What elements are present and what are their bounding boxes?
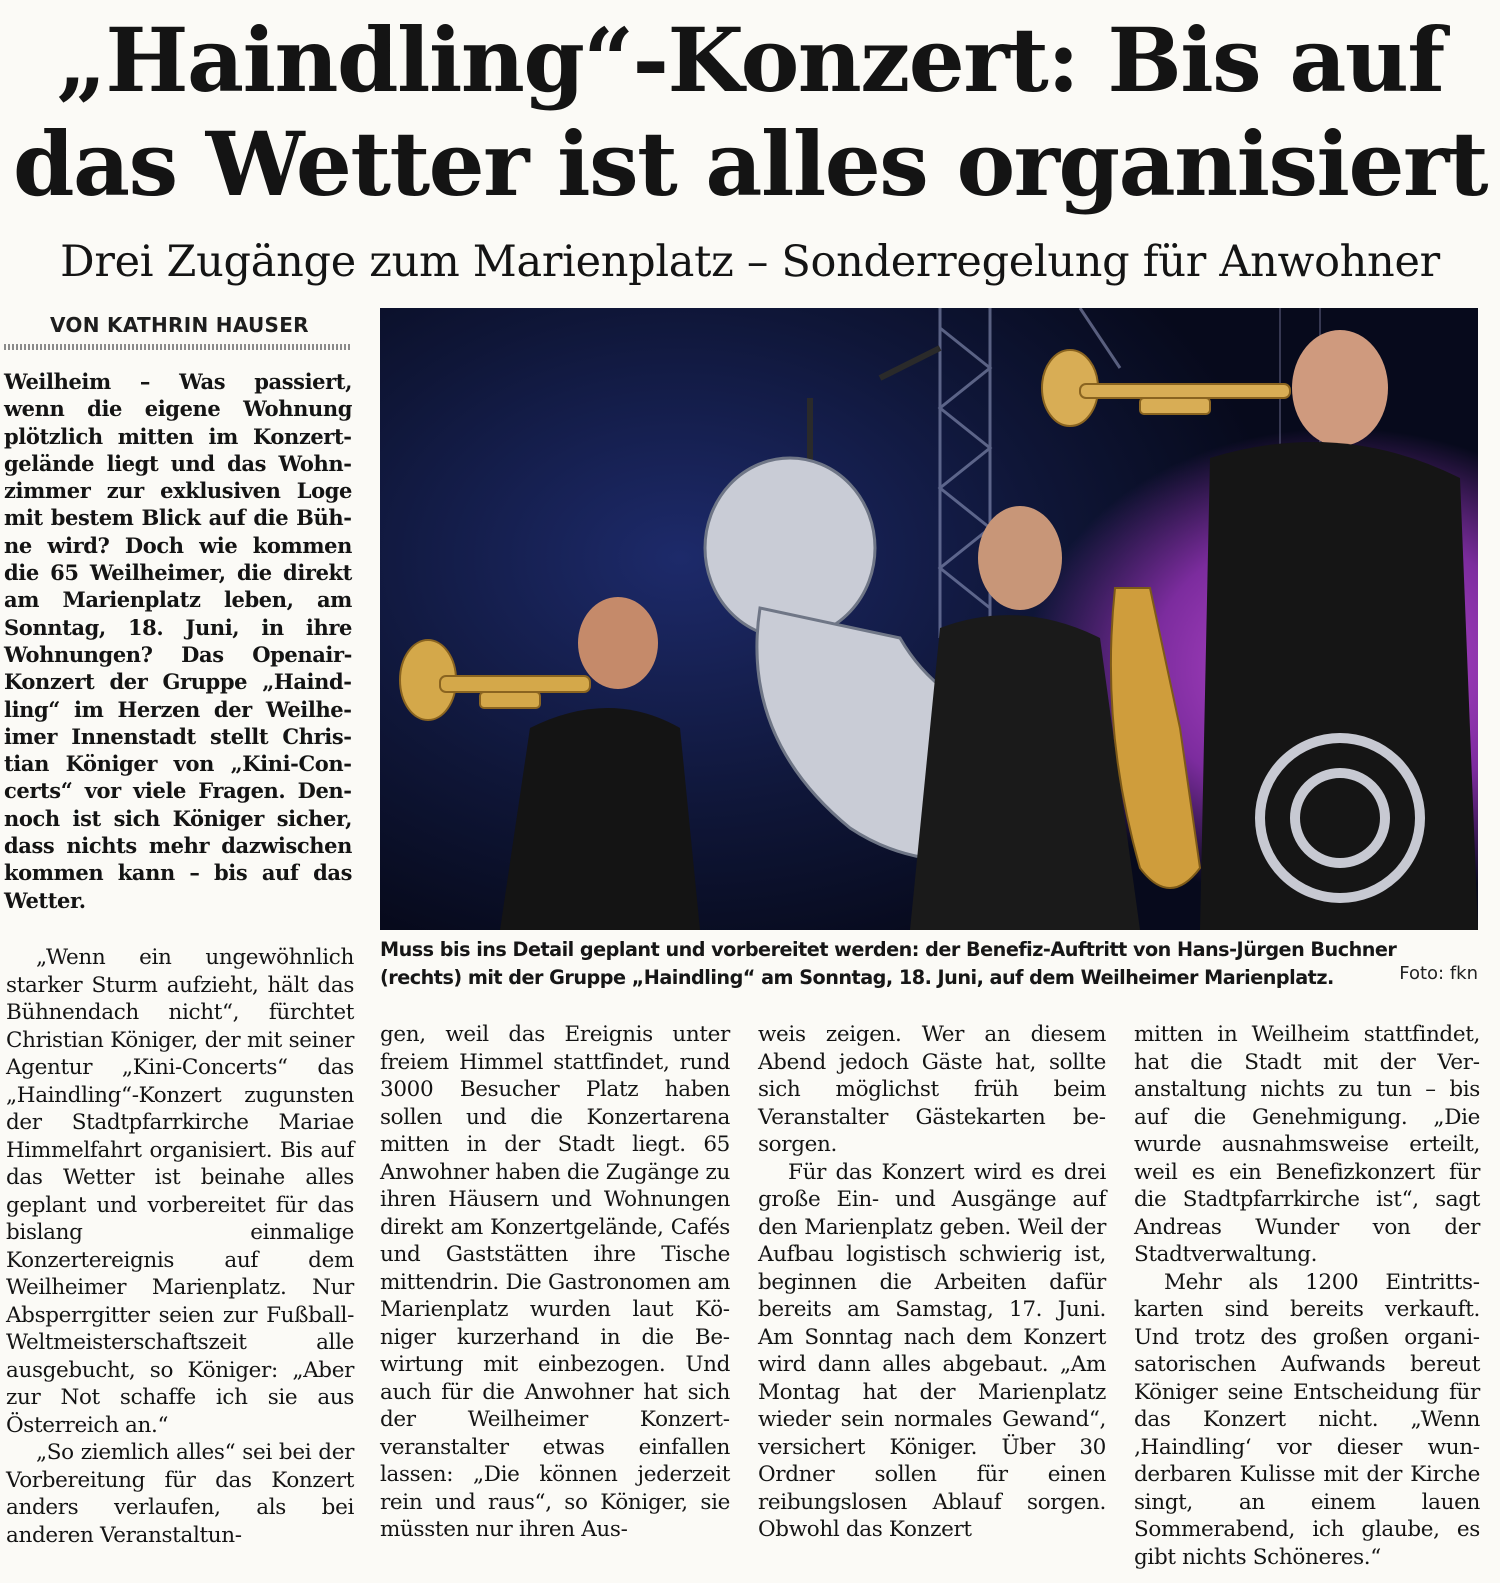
subheadline: Drei Zugänge zum Marienplatz – Sonderregelung für Anwohner xyxy=(60,237,1440,287)
photo-credit: Foto: fkn xyxy=(1399,963,1478,984)
column-paragraph: weis zeigen. Wer an diesem Abend jedoch Gäste hat, sollte sich möglichst früh beim Veranstalter Gästekarten besorgen. xyxy=(758,1022,1106,1157)
text-column-2 xyxy=(380,1021,730,1544)
column-paragraph: gen, weil das Ereignis unter freiem Himmel stattfindet, rund 3000 Besucher Platz haben sollen und die Konzertarena mitten in der Stadt liegt. 65 Anwohner haben die Zugänge zu ihren Häusern und Wohnungen direkt am Konzertgelände, Cafés und Gaststätten ihre Tische mittendrin. Die Gastronomen am Marienplatz wurden laut Königer kurzerhand in die Bewirtung mit einbezogen. Und auch für die Anwohner hat sich der Weilheimer Konzertveranstalter etwas einfallen lassen: „Die können jederzeit rein und raus“, so Königer, sie müssten nur ihren Aus- xyxy=(380,1022,730,1542)
concert-photo xyxy=(380,308,1478,930)
photo-illustration xyxy=(380,308,1478,930)
byline: VON KATHRIN HAUSER xyxy=(50,313,309,337)
text-column-4 xyxy=(1134,1021,1480,1571)
column-paragraph: Für das Konzert wird es drei große Ein- und Ausgänge auf den Marienplatz geben. Weil der Aufbau logistisch schwierig ist, beginnen die Arbeiten dafür bereits am Samstag, 17. Juni. Am Sonntag nach dem Konzert wird dann alles abgebaut. „Am Montag hat der Marienplatz wieder sein normales Gewand“, versichert Königer. Über 30 Ordner sollen für einen reibungslosen Ablauf sorgen. Obwohl das Konzert xyxy=(758,1159,1106,1542)
column-paragraph: „Wenn ein ungewöhnlich starker Sturm aufzieht, hält das Bühnendach nicht“, fürchtet Christian Königer, der mit seiner Agentur „Kini-Concerts“ das „Haindling“-Konzert zugunsten der Stadtpfarrkirche Mariae Himmelfahrt organisiert. Bis auf das Wetter ist beinahe alles geplant und vorbereitet für das bislang einmalige Konzertereignis auf dem Weilheimer Marienplatz. Nur Absperrgitter seien zur Fußball-Weltmeisterschaftszeit alle ausgebucht, so Königer: „Aber zur Not schaffe ich sie aus Österreich an.“ xyxy=(6,945,354,1438)
column-paragraph: „So ziemlich alles“ sei bei der Vorbereitung für das Konzert anders verlaufen, als bei anderen Veranstaltun- xyxy=(6,1440,354,1548)
text-column-1 xyxy=(6,944,354,1549)
lead-paragraph: Weilheim – Was passiert, wenn die eigene Wohnung plötzlich mitten im Konzertgelände liegt und das Wohnzimmer zur exklusiven Loge mit bestem Blick auf die Bühne wird? Doch wie kommen die 65 Weilheimer, die direkt am Marienplatz leben, am Sonntag, 18. Juni, in ihre Wohnungen? Das Openair-Konzert der Gruppe „Haindling“ im Herzen der Weilheimer Innenstadt stellt Christian Königer von „Kini-Concerts“ vor viele Fragen. Dennoch ist sich Königer sicher, dass nichts mehr dazwischen kommen kann – bis auf das Wetter. xyxy=(4,369,352,913)
byline-rule xyxy=(4,344,350,350)
column-paragraph: Mehr als 1200 Eintrittskarten sind bereits verkauft. Und trotz des großen organisatorischen Aufwands bereut Königer seine Entscheidung für das Konzert nicht. „Wenn ‚Haindling‘ vor dieser wunderbaren Kulisse mit der Kirche singt, an einem lauen Sommerabend, ich glaube, es gibt nichts Schöneres.“ xyxy=(1134,1269,1480,1570)
column-paragraph: mitten in Weilheim stattfindet, hat die Stadt mit der Veranstaltung nichts zu tun – bis auf die Genehmigung. „Die wurde ausnahmsweise erteilt, weil es ein Benefizkonzert für die Stadtpfarrkirche ist“, sagt Andreas Wunder von der Stadtverwaltung. xyxy=(1134,1022,1480,1267)
photo-caption: Muss bis ins Detail geplant und vorbereitet werden: der Benefiz-Auftritt von Hans-Jürgen Buchner (rechts) mit der Gruppe „Haindling“ am Sonntag, 18. Juni, auf dem Weilheimer Marienplatz. xyxy=(380,938,1397,989)
text-column-3 xyxy=(758,1021,1106,1544)
headline: „Haindling“-Konzert: Bis auf das Wetter ist alles organisiert xyxy=(13,8,1487,216)
